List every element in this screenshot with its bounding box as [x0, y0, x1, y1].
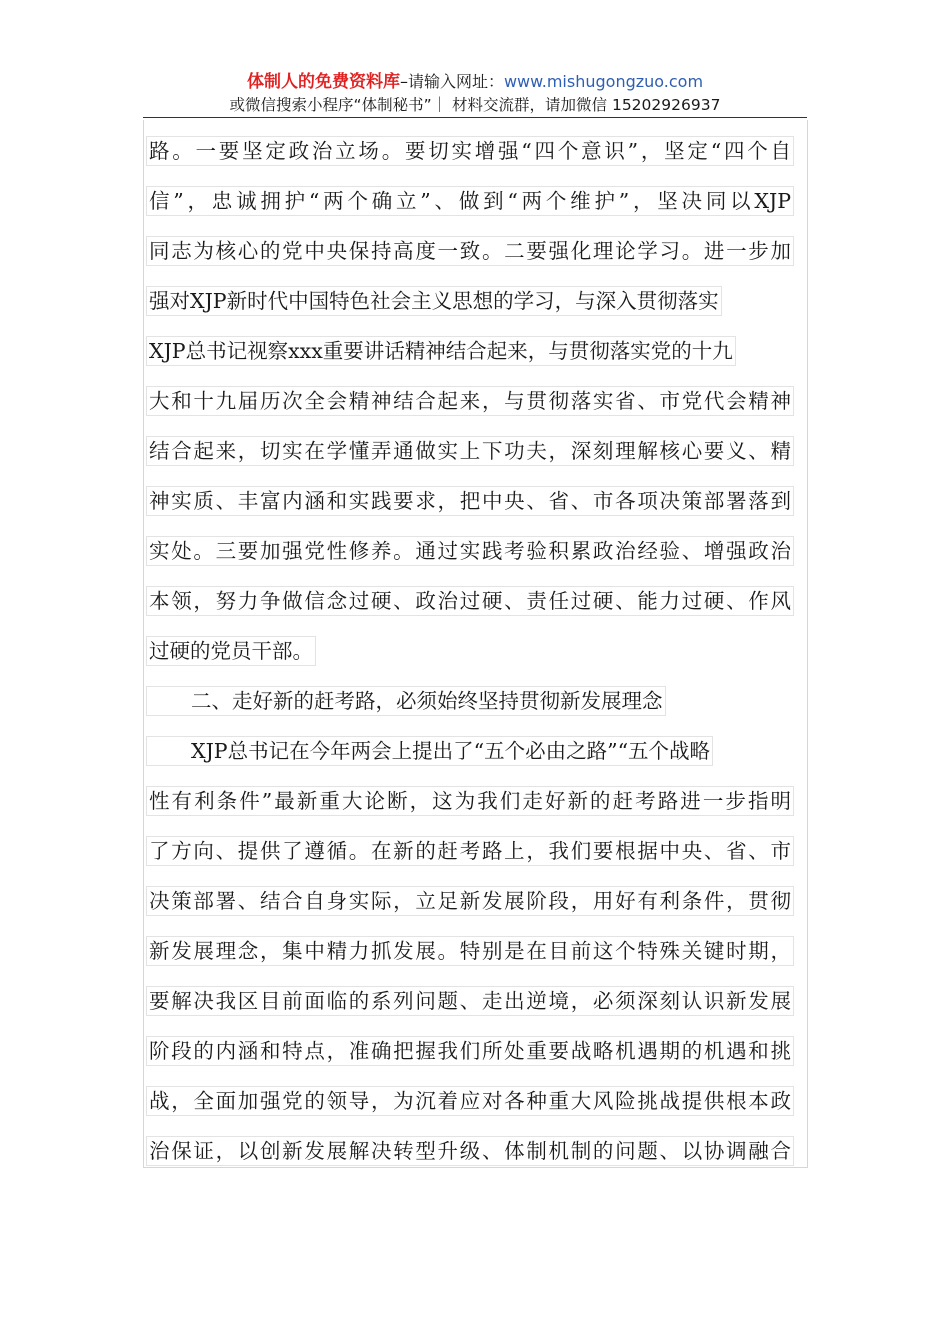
body-line: 大和十九届历次全会精神结合起来，与贯彻落实省、市党代会精神: [146, 374, 796, 424]
body-line: 决策部署、结合自身实际，立足新发展阶段，用好有利条件，贯彻: [146, 874, 796, 924]
body-line: 信”，忠诚拥护“两个确立”、做到“两个维护”，坚决同以XJP: [146, 174, 796, 224]
section-heading: 二、走好新的赶考路，必须始终坚持贯彻新发展理念: [146, 674, 796, 724]
body-line: 本领，努力争做信念过硬、政治过硬、责任过硬、能力过硬、作风: [146, 574, 796, 624]
body-line: 过硬的党员干部。: [146, 624, 796, 674]
body-line: 战，全面加强党的领导，为沉着应对各种重大风险挑战提供根本政: [146, 1074, 796, 1124]
body-line: 阶段的内涵和特点，准确把握我们所处重要战略机遇期的机遇和挑: [146, 1024, 796, 1074]
brand-name: 体制人的免费资料库: [246, 72, 400, 92]
body-line: 实处。三要加强党性修养。通过实践考验积累政治经验、增强政治: [146, 524, 796, 574]
document-body: [146, 124, 796, 1174]
header-divider: [143, 117, 807, 118]
body-line: 要解决我区目前面临的系列问题、走出逆境，必须深刻认识新发展: [146, 974, 796, 1024]
site-url-link[interactable]: www.mishugongzuo.com: [503, 72, 704, 91]
body-line: XJP总书记在今年两会上提出了“五个必由之路”“五个战略: [146, 724, 796, 774]
url-prompt: –请输入网址：: [399, 72, 504, 91]
body-line: 性有利条件”最新重大论断，这为我们走好新的赶考路进一步指明: [146, 774, 796, 824]
page-header: [143, 70, 807, 116]
header-contact-line: 或微信搜索小程序“体制秘书”｜ 材料交流群，请加微信 15202926937: [229, 96, 721, 114]
body-line: 同志为核心的党中央保持高度一致。二要强化理论学习。进一步加: [146, 224, 796, 274]
body-line: XJP总书记视察xxx重要讲话精神结合起来，与贯彻落实党的十九: [146, 324, 796, 374]
body-line: 路。一要坚定政治立场。要切实增强“四个意识”，坚定“四个自: [146, 124, 796, 174]
body-line: 结合起来，切实在学懂弄通做实上下功夫，深刻理解核心要义、精: [146, 424, 796, 474]
body-line: 治保证，以创新发展解决转型升级、体制机制的问题、以协调融合: [146, 1124, 796, 1174]
body-line: 强对XJP新时代中国特色社会主义思想的学习，与深入贯彻落实: [146, 274, 796, 324]
body-line: 神实质、丰富内涵和实践要求，把中央、省、市各项决策部署落到: [146, 474, 796, 524]
body-line: 了方向、提供了遵循。在新的赶考路上，我们要根据中央、省、市: [146, 824, 796, 874]
body-line: 新发展理念，集中精力抓发展。特别是在目前这个特殊关键时期，: [146, 924, 796, 974]
header-banner: [143, 70, 807, 94]
